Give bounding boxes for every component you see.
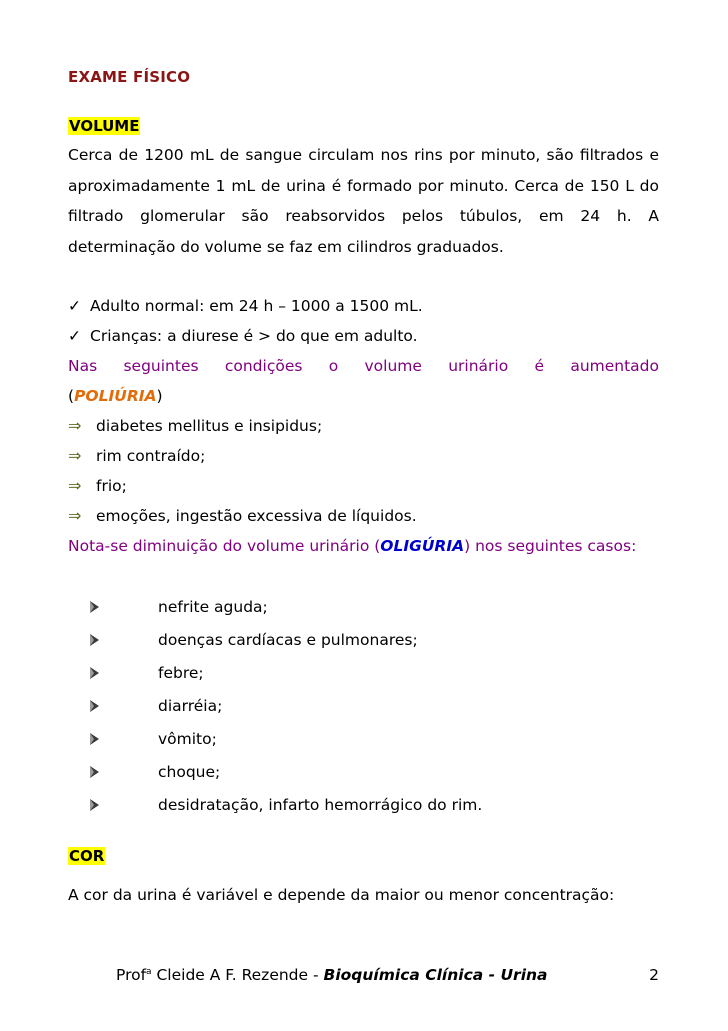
triangle-bullet-icon [90,601,99,613]
list-item: vômito; [90,724,217,754]
section-title: EXAME FÍSICO [68,68,191,86]
check-item: ✓ Adulto normal: em 24 h – 1000 a 1500 mL. [68,291,423,321]
triangle-bullet-icon [90,766,99,778]
triangle-bullet-icon [90,799,99,811]
list-item: ⇒ frio; [68,471,127,501]
poliuria-intro: Nas seguintes condições o volume urinário é aumentado [68,357,659,375]
poliuria-term: POLIÚRIA [74,387,157,405]
cor-heading: COR [69,847,105,865]
list-item: diarréia; [90,691,222,721]
double-arrow-right-icon: ⇒ [68,416,82,435]
course-title: Bioquímica Clínica - Urina [323,966,548,984]
page-number: 2 [649,966,659,984]
check-item: ✓ Crianças: a diurese é > do que em adulto. [68,321,418,351]
double-arrow-right-icon: ⇒ [68,446,82,465]
triangle-bullet-icon [90,733,99,745]
list-item: nefrite aguda; [90,592,268,622]
triangle-bullet-icon [90,700,99,712]
list-item: desidratação, infarto hemorrágico do rim. [90,790,482,820]
volume-paragraph: Cerca de 1200 mL de sangue circulam nos rins por minuto, são filtrados e aproximadamente 1 mL de urina é formado por minuto. Cerca de 150 L do filtrado glomerular são reabsorvidos pelos túbulos, em 24 h. A determinação do volume se faz em cilindros graduados. [68,146,659,256]
page-footer: Prof$^a$ Cleide A F. Rezende - Bioquímica Clínica - Urina 2 [116,966,659,984]
cor-paragraph: A cor da urina é variável e depende da maior ou menor concentração: [68,886,615,904]
oliguria-intro: Nota-se diminuição do volume urinário (OLIGÚRIA) nos seguintes casos: [68,537,637,555]
list-item: ⇒ diabetes mellitus e insipidus; [68,411,322,441]
oliguria-term: OLIGÚRIA [380,537,465,555]
list-item: febre; [90,658,204,688]
check-mark-icon: ✓ [68,297,81,315]
check-mark-icon: ✓ [68,327,81,345]
list-item: choque; [90,757,220,787]
double-arrow-right-icon: ⇒ [68,476,82,495]
double-arrow-right-icon: ⇒ [68,506,82,525]
triangle-bullet-icon [90,667,99,679]
list-item: doenças cardíacas e pulmonares; [90,625,418,655]
poliuria-term-line: (POLIÚRIA) [68,387,163,405]
list-item: ⇒ rim contraído; [68,441,205,471]
triangle-bullet-icon [90,634,99,646]
volume-heading: VOLUME [69,117,140,135]
list-item: ⇒ emoções, ingestão excessiva de líquidos. [68,501,417,531]
